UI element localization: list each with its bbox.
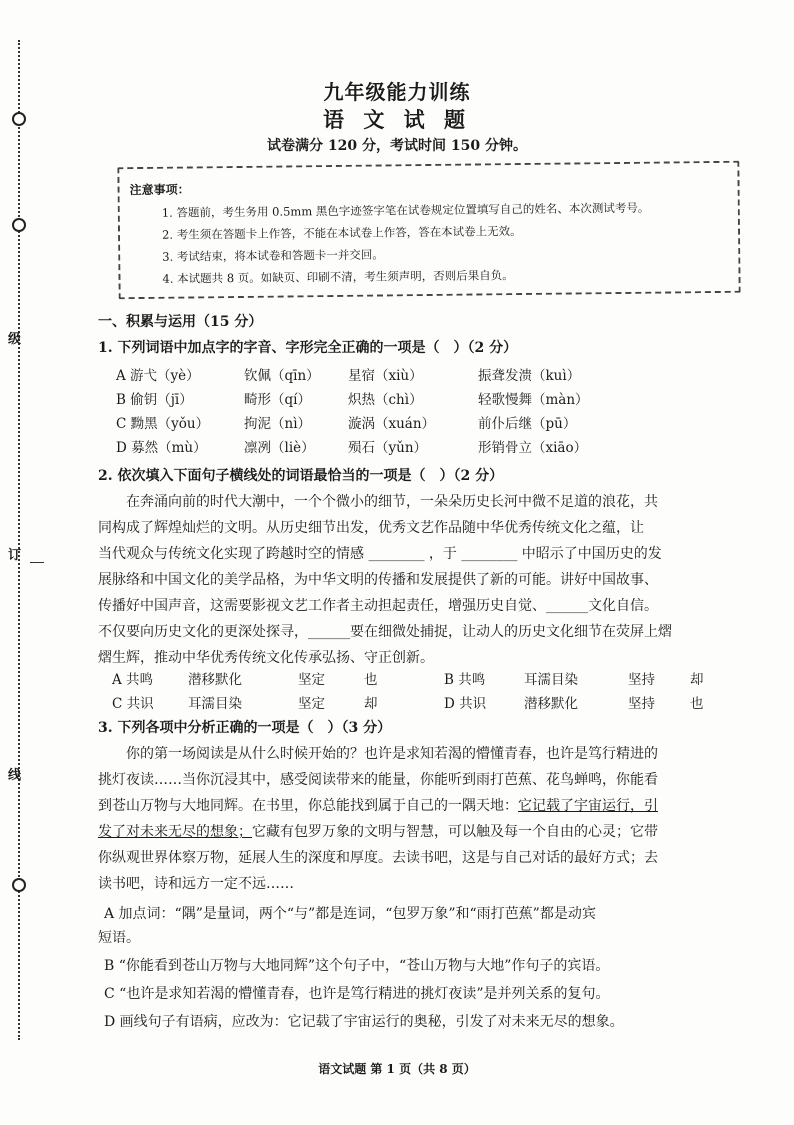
binding-char-ding: 订 bbox=[8, 548, 22, 563]
passage-line: 展脉络和中国文化的美学品格，为中华文明的传播和发展提供了新的可能。讲好中国故事、 bbox=[98, 572, 658, 588]
exam-subject: 语 文 试 题 bbox=[323, 107, 471, 132]
option-a: A 加点词：“隅”是量词，两个“与”都是连词，“包罗万象”和“雨打芭蕉”都是动宾 bbox=[104, 906, 596, 922]
notice-item: 2. 考生须在答题卡上作答，不能在本试卷上作答，答在本试卷上无效。 bbox=[161, 224, 522, 242]
option-cell: 坚持 bbox=[628, 672, 655, 688]
option-cell: 坚持 bbox=[628, 696, 655, 712]
passage-line: 熠生辉，推动中华优秀传统文化传承弘扬、守正创新。 bbox=[98, 650, 434, 666]
binding-underline bbox=[30, 562, 44, 563]
exam-title: 九年级能力训练 bbox=[323, 80, 471, 104]
option-cell: 前仆后继（pū） bbox=[478, 416, 577, 432]
notice-heading: 注意事项： bbox=[129, 182, 190, 198]
passage-line: 当代观众与传统文化实现了跨越时空的情感 ________ ，于 ________ 中昭示了中国历史的发 bbox=[98, 546, 662, 562]
option-cell: 潜移默化 bbox=[524, 696, 578, 712]
option-cell: C 黝黑（yǒu） bbox=[116, 416, 210, 432]
option-cell: 却 bbox=[690, 672, 704, 688]
option-cell: 轻歌慢舞（màn） bbox=[478, 392, 589, 408]
option-cell: 殒石（yǔn） bbox=[348, 440, 428, 456]
option-letter: C 共识 bbox=[112, 696, 154, 712]
option-cell: 却 bbox=[364, 696, 378, 712]
passage-line: 读书吧，诗和远方一定不远…… bbox=[98, 876, 294, 892]
option-letter: A 共鸣 bbox=[112, 672, 154, 688]
underlined-sentence: 发了对未来无尽的想象； bbox=[98, 824, 252, 840]
notice-item: 1. 答题前，考生务用 0.5mm 黑色字迹签字笔在试卷规定位置填写自己的姓名、本次测试考号。 bbox=[161, 200, 650, 220]
binding-hole bbox=[12, 878, 26, 892]
notice-box bbox=[117, 161, 740, 300]
option-cell: 坚定 bbox=[298, 672, 325, 688]
passage-line: 同构成了辉煌灿烂的文明。从历史细节出发，优秀文艺作品随中华优秀传统文化之蕴，让 bbox=[98, 520, 644, 536]
section-heading: 一、积累与运用（15 分） bbox=[98, 314, 263, 330]
binding-char-ji: 级 bbox=[8, 332, 22, 347]
page-footer: 语文试题 第 1 页（共 8 页） bbox=[318, 1062, 476, 1076]
option-cell: D 募然（mù） bbox=[116, 440, 207, 456]
notice-item: 3. 考试结束，将本试卷和答题卡一并交回。 bbox=[162, 247, 384, 264]
option-letter: B 共鸣 bbox=[444, 672, 486, 688]
option-cell: 耳濡目染 bbox=[188, 696, 242, 712]
passage-line: 传播好中国声音，这需要影视文艺工作者主动担起责任，增强历史自觉、______文化自信。 bbox=[98, 598, 658, 614]
option-cell: A 游弋（yè） bbox=[116, 368, 200, 384]
passage-line: 在奔涌向前的时代大潮中，一个个微小的细节，一朵朵历史长河中微不足道的浪花，共 bbox=[98, 494, 658, 510]
option-cell: 耳濡目染 bbox=[524, 672, 578, 688]
option-cell: 坚定 bbox=[298, 696, 325, 712]
passage-text: 它藏有包罗万象的文明与智慧，可以触及每一个自由的心灵；它带 bbox=[252, 824, 658, 840]
passage-line: 挑灯夜读……当你沉浸其中，感受阅读带来的能量，你能听到雨打芭蕉、花鸟蝉鸣，你能看 bbox=[98, 772, 658, 788]
passage-text: 到苍山万物与大地同辉。在书里，你总能找到属于自己的一隅天地： bbox=[98, 798, 518, 814]
option-cell: 炽热（chì） bbox=[348, 392, 423, 408]
option-cell: 钦佩（qīn） bbox=[244, 368, 320, 384]
option-cell: 潜移默化 bbox=[188, 672, 242, 688]
passage-line: 不仅要向历史文化的更深处探寻，______要在细微处捕捉，让动人的历史文化细节在荧屏上熠 bbox=[98, 624, 672, 640]
option-cell: 星宿（xiù） bbox=[348, 368, 423, 384]
option-cell: 漩涡（xuán） bbox=[348, 416, 436, 432]
passage-line bbox=[98, 796, 658, 816]
passage-line bbox=[98, 822, 658, 842]
passage-line: 你的第一场阅读是从什么时候开始的？也许是求知若渴的懵懂青春，也许是笃行精进的 bbox=[98, 746, 658, 762]
passage-line: 你纵观世界体察万物，延展人生的深度和厚度。去读书吧，这是与自己对话的最好方式；去 bbox=[98, 850, 658, 866]
binding-char-xian: 线 bbox=[8, 768, 22, 783]
option-cell: 振聋发溃（kuì） bbox=[478, 368, 581, 384]
question-3-stem: 3. 下列各项中分析正确的一项是（ ）（3 分） bbox=[98, 720, 392, 736]
binding-hole bbox=[12, 218, 26, 232]
question-2-stem: 2. 依次填入下面句子横线处的词语最恰当的一项是（ ）（2 分） bbox=[98, 468, 504, 484]
option-a-cont: 短语。 bbox=[98, 930, 140, 946]
notice-item: 4. 本试题共 8 页。如缺页、印刷不清，考生须声明，否则后果自负。 bbox=[162, 268, 514, 286]
underlined-sentence: 它记载了宇宙运行，引 bbox=[518, 798, 658, 814]
question-1-stem: 1. 下列词语中加点字的字音、字形完全正确的一项是（ ）（2 分） bbox=[98, 340, 518, 356]
option-b: B “你能看到苍山万物与大地同辉”这个句子中，“苍山万物与大地”作句子的宾语。 bbox=[104, 958, 610, 974]
option-letter: D 共识 bbox=[444, 696, 487, 712]
option-cell: 形销骨立（xiāo） bbox=[478, 440, 588, 456]
option-cell: 畸形（qí） bbox=[244, 392, 311, 408]
option-cell: 也 bbox=[690, 696, 704, 712]
option-cell: 凛冽（liè） bbox=[244, 440, 315, 456]
option-d: D 画线句子有语病，应改为：它记载了宇宙运行的奥秘，引发了对未来无尽的想象。 bbox=[104, 1014, 624, 1030]
exam-info: 试卷满分 120 分，考试时间 150 分钟。 bbox=[267, 138, 527, 154]
option-cell: B 偷钥（jī） bbox=[116, 392, 193, 408]
option-c: C “也许是求知若渴的懵懂青春，也许是笃行精进的挑灯夜读”是并列关系的复句。 bbox=[104, 986, 610, 1002]
option-cell: 也 bbox=[364, 672, 378, 688]
option-cell: 拘泥（nì） bbox=[244, 416, 312, 432]
